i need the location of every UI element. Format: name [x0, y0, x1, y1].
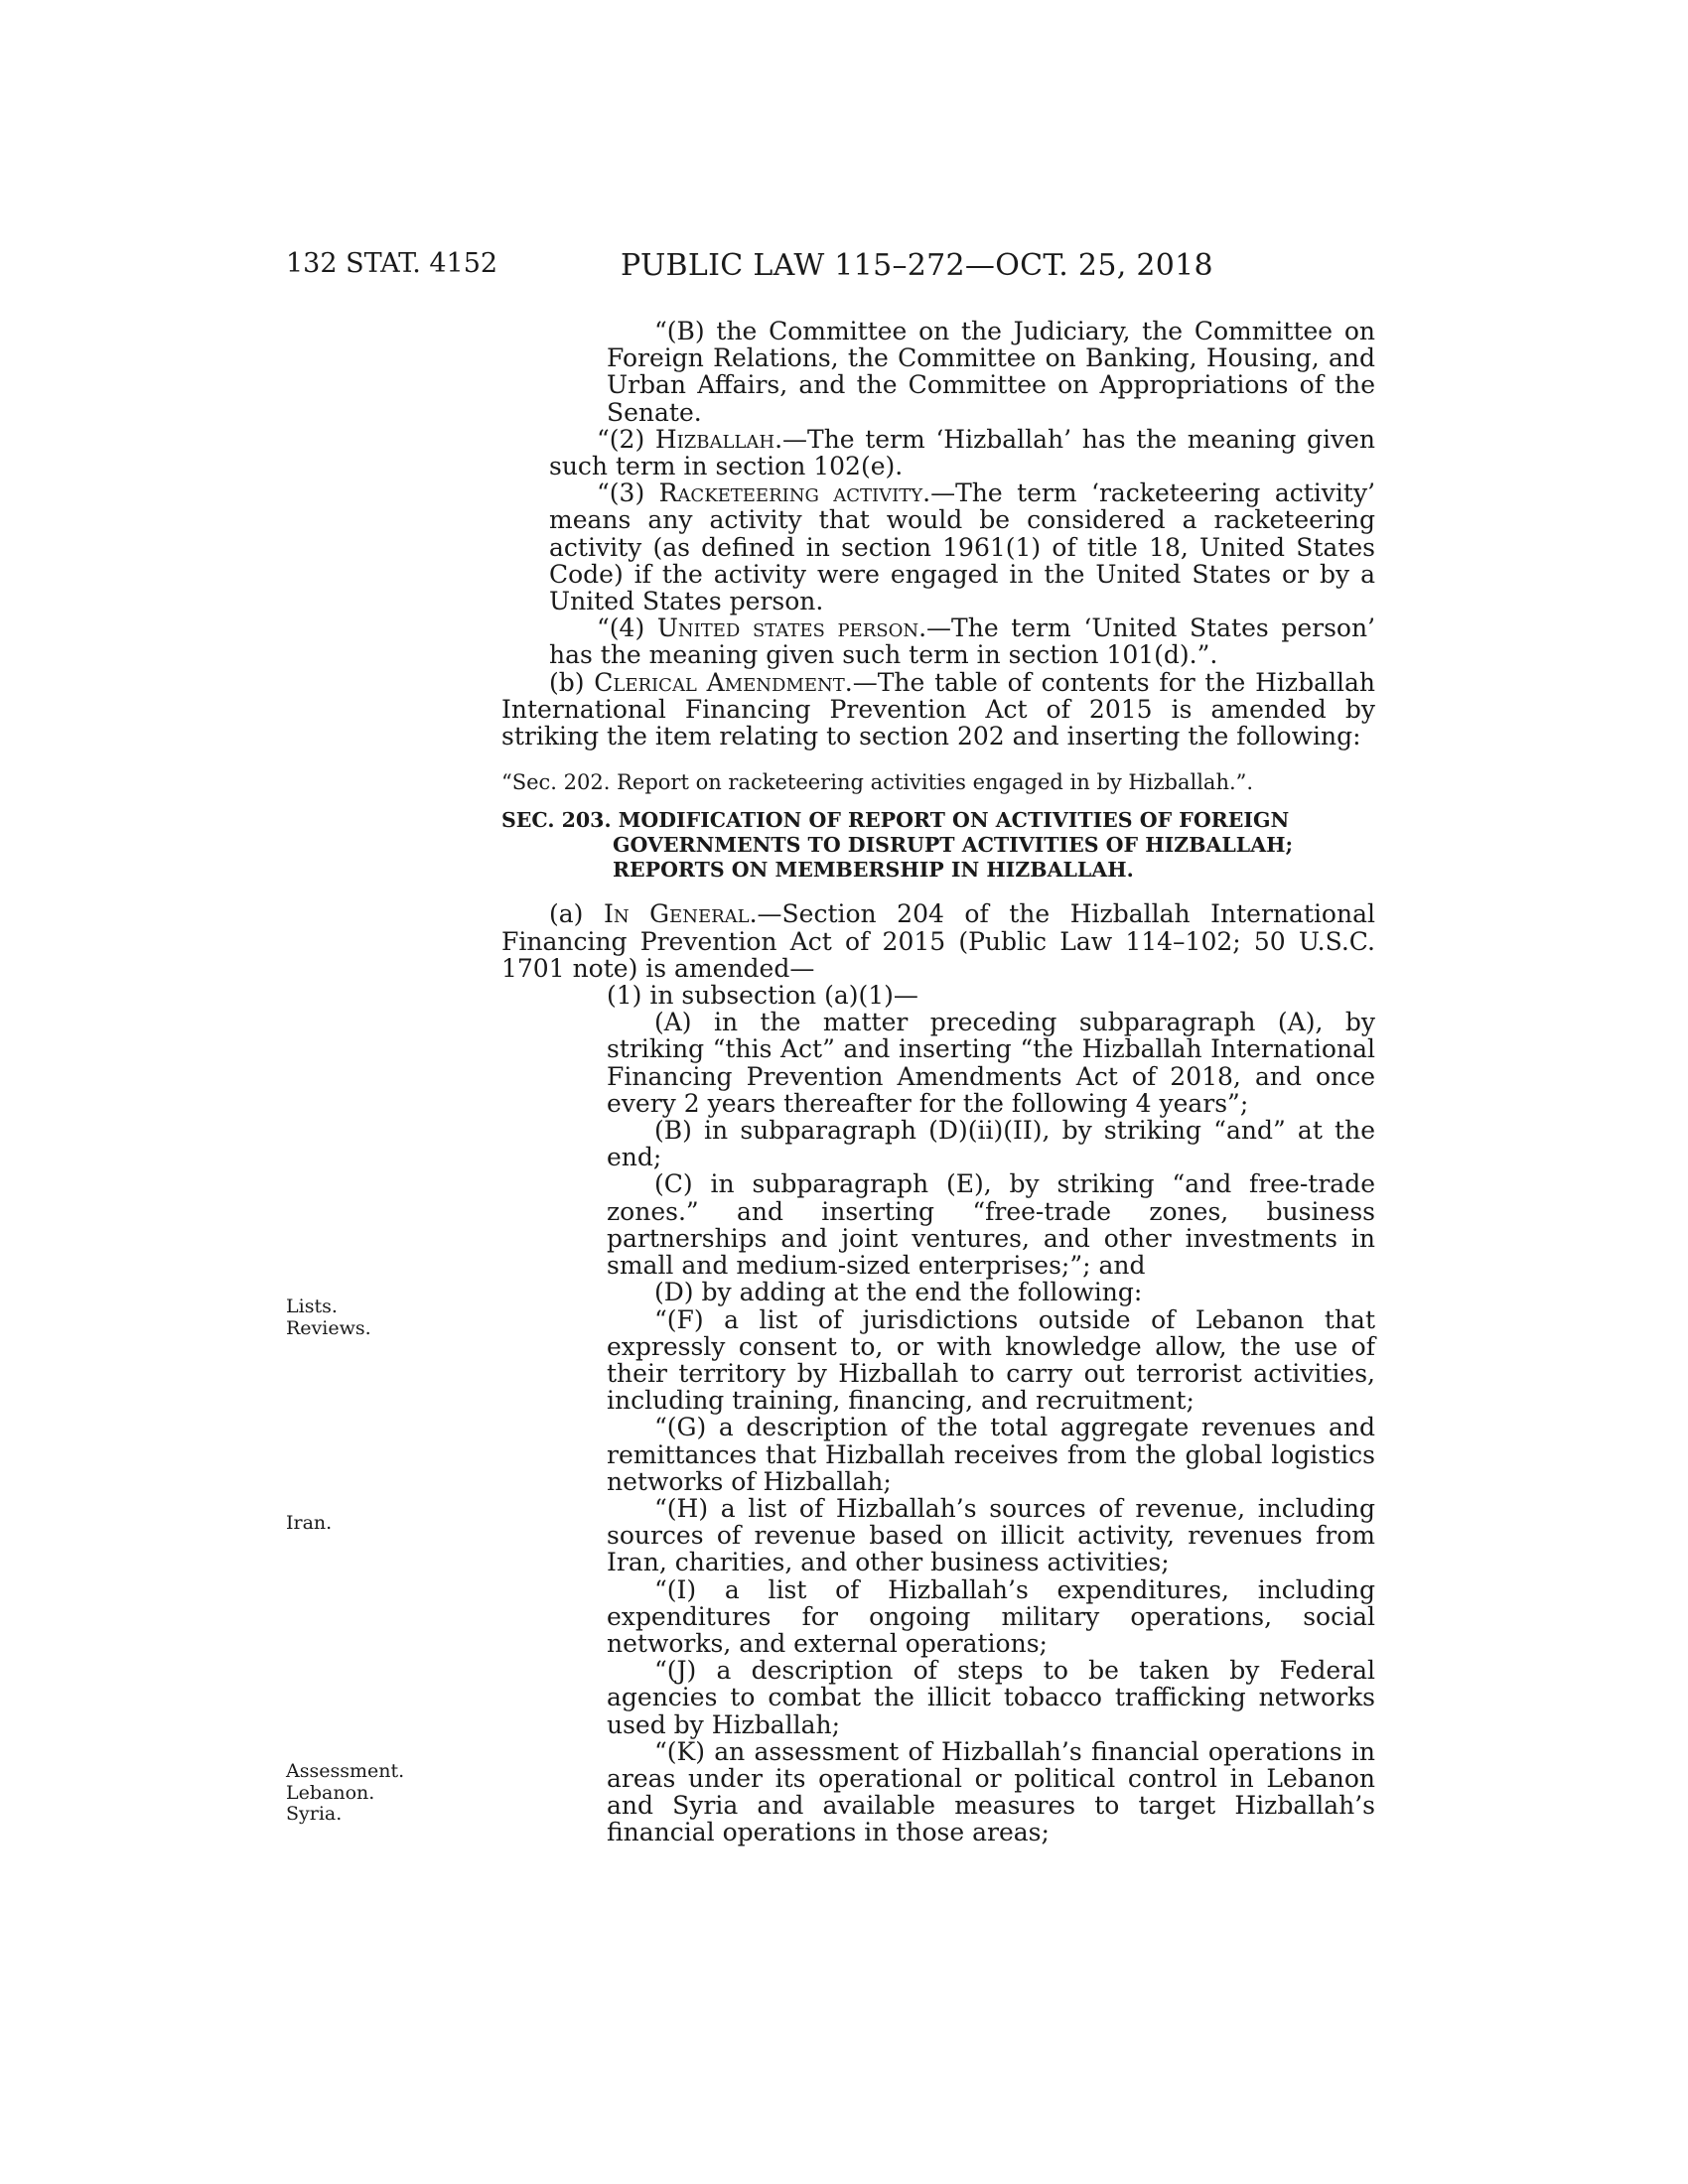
- item-h: “(H) a list of Hizballah’s sources of revenue, including sources of revenue based on illicit activity, revenues from Iran, charities, and other business activities;: [607, 1493, 1375, 1577]
- margin-note-syria-text: Syria.: [286, 1803, 343, 1825]
- margin-note-assessment: [286, 1761, 404, 1826]
- margin-note-lists: [286, 1297, 371, 1339]
- paragraph-a-in-general: (a) In General.—Section 204 of the Hizballah International Financing Prevention Act of 2015 (Public Law 114–102; 50 U.S.C. 1701 note) is amended—: [501, 899, 1375, 983]
- margin-note-reviews-text: Reviews.: [286, 1316, 371, 1339]
- item-j: “(J) a description of steps to be taken by Federal agencies to combat the illicit tobacco trafficking networks used by Hizballah;: [607, 1656, 1375, 1739]
- item-i: “(I) a list of Hizballah’s expenditures, including expenditures for ongoing military operations, social networks, and external operations;: [607, 1574, 1375, 1658]
- sub-items-block: [501, 1009, 1375, 1845]
- margin-note-lebanon-text: Lebanon.: [286, 1781, 375, 1804]
- clerical-amendment-block: [501, 669, 1375, 751]
- paragraph-2-hizballah: “(2) Hizballah.—The term ‘Hizballah’ has the meaning given such term in section 102(e).: [549, 424, 1376, 481]
- item-c: (C) in subparagraph (E), by striking “and free-trade zones.” and inserting “free-trade zones, business partnerships and joint ventures, and other investments in small and medium-sized enterprises;”; and: [607, 1169, 1375, 1281]
- margin-note-iran: [286, 1513, 332, 1535]
- margin-note-assessment-text: Assessment.: [286, 1760, 405, 1782]
- margin-note-iran-text: Iran.: [286, 1512, 333, 1534]
- stat-citation: 132 STAT. 4152: [286, 248, 498, 279]
- senate-committees-block: [501, 318, 1375, 426]
- item-1-block: [501, 982, 1375, 1009]
- running-header: [0, 248, 1688, 288]
- paragraph-4-us-person: “(4) United states person.—The term ‘United States person’ has the meaning given such term in section 101(d).”.: [549, 614, 1376, 670]
- paragraph-b-senate: “(B) the Committee on the Judiciary, the Committee on Foreign Relations, the Committee on Banking, Housing, and Urban Affairs, and the Committee on Appropriations of the Senate.: [607, 317, 1375, 427]
- definitions-block: [501, 426, 1375, 669]
- item-b: (B) in subparagraph (D)(ii)(II), by striking “and” at the end;: [607, 1116, 1375, 1172]
- margin-note-lists-text: Lists.: [286, 1296, 338, 1317]
- page-title: PUBLIC LAW 115–272—OCT. 25, 2018: [621, 248, 1213, 283]
- item-f: “(F) a list of jurisdictions outside of Lebanon that expressly consent to, or with knowledge allow, the use of their territory by Hizballah to carry out terrorist activities, including training, financing, and recruitment;: [607, 1304, 1375, 1416]
- item-1: (1) in subsection (a)(1)—: [607, 981, 918, 1011]
- item-d: (D) by adding at the end the following:: [654, 1278, 1143, 1307]
- in-general-block: [501, 900, 1375, 982]
- paragraph-b-clerical: (b) Clerical Amendment.—The table of contents for the Hizballah International Financing Prevention Act of 2015 is amended by striking the item relating to section 202 and inserting the following:: [501, 667, 1375, 751]
- toc-item: “Sec. 202. Report on racketeering activities engaged in by Hizballah.”.: [501, 770, 1254, 795]
- paragraph-3-racketeering: “(3) Racketeering activity.—The term ‘racketeering activity’ means any activity that would be considered a racketeering activity (as defined in section 1961(1) of title 18, United States Code) if the activity were engaged in the United States or by a United States person.: [549, 478, 1376, 616]
- document-body: [501, 318, 1375, 1846]
- item-g: “(G) a description of the total aggregate revenues and remittances that Hizballah receives from the global logistics networks of Hizballah;: [607, 1413, 1375, 1496]
- section-heading: SEC. 203. MODIFICATION OF REPORT ON ACTIVITIES OF FOREIGN GOVERNMENTS TO DISRUPT ACTIVITIES OF HIZBALLAH; REPORTS ON MEMBERSHIP IN HIZBALLAH.: [501, 808, 1294, 883]
- item-k: “(K) an assessment of Hizballah’s financial operations in areas under its operational or political control in Lebanon and Syria and available measures to target Hizballah’s financial operations in those areas;: [607, 1736, 1375, 1847]
- item-a: (A) in the matter preceding subparagraph (A), by striking “this Act” and inserting “the Hizballah International Financing Prevention Amendments Act of 2018, and once every 2 years thereafter for the following 4 years”;: [607, 1008, 1375, 1118]
